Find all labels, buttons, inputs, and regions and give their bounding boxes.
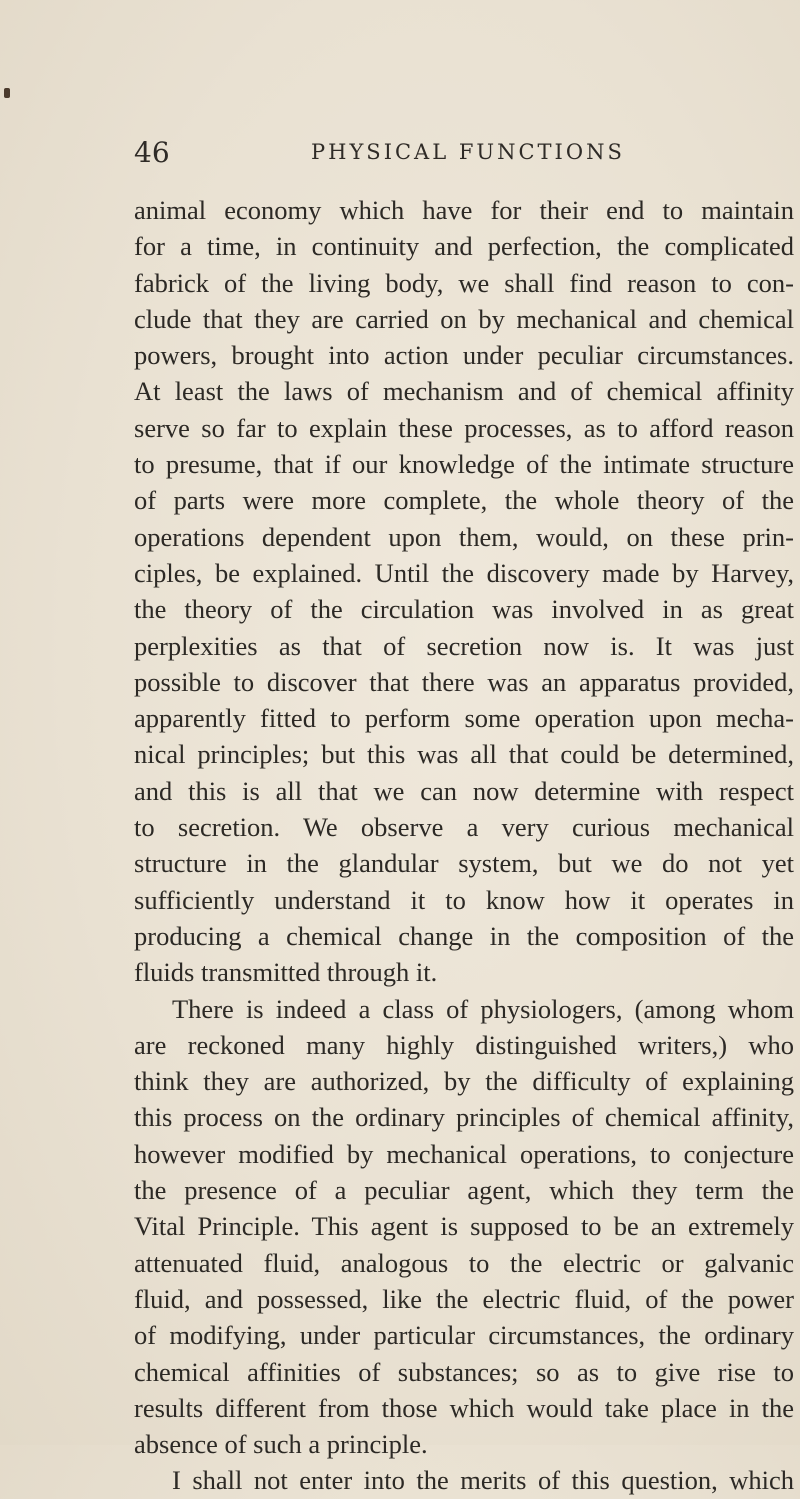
paragraph-start-line: I shall not enter into the merits of this question, which bbox=[172, 1465, 794, 1496]
body-text bbox=[134, 192, 794, 1499]
text-line: At least the laws of mechanism and of chemical affinity bbox=[134, 376, 794, 407]
text-line: however modified by mechanical operations, to conjecture bbox=[134, 1138, 794, 1169]
margin-mark bbox=[4, 88, 10, 98]
text-line: fluid, and possessed, like the electric fluid, of the power bbox=[134, 1283, 794, 1314]
text-line: powers, brought into action under peculiar circumstances. bbox=[134, 340, 794, 371]
text-line: fabrick of the living body, we shall find reason to con- bbox=[134, 267, 794, 298]
text-line: chemical affinities of substances; so as to give rise to bbox=[134, 1356, 794, 1387]
text-line: attenuated fluid, analogous to the electric or galvanic bbox=[134, 1247, 794, 1278]
text-line: for a time, in continuity and perfection, the complicated bbox=[134, 231, 794, 262]
running-head bbox=[134, 136, 794, 176]
text-line: think they are authorized, by the difficulty of explaining bbox=[134, 1066, 794, 1097]
text-line: clude that they are carried on by mechanical and chemical bbox=[134, 303, 794, 334]
paragraph-end-line: fluids transmitted through it. bbox=[134, 957, 438, 988]
text-line: serve so far to explain these processes, as to afford reason bbox=[134, 412, 794, 443]
text-line: possible to discover that there was an apparatus provided, bbox=[134, 666, 794, 697]
text-line: of modifying, under particular circumstances, the ordinary bbox=[134, 1320, 794, 1351]
text-line: this process on the ordinary principles of chemical affinity, bbox=[134, 1102, 794, 1133]
page-number: 46 bbox=[134, 136, 170, 169]
text-line: the theory of the circulation was involved in as great bbox=[134, 594, 794, 625]
text-line: are reckoned many highly distinguished writers,) who bbox=[134, 1029, 794, 1060]
running-title: PHYSICAL FUNCTIONS bbox=[311, 140, 625, 164]
text-line: to secretion. We observe a very curious mechanical bbox=[134, 812, 794, 843]
text-line: results different from those which would take place in the bbox=[134, 1392, 794, 1423]
text-line: to presume, that if our knowledge of the intimate structure bbox=[134, 449, 794, 480]
text-line: operations dependent upon them, would, on these prin- bbox=[134, 521, 794, 552]
text-line: structure in the glandular system, but we do not yet bbox=[134, 848, 794, 879]
text-line: the presence of a peculiar agent, which they term the bbox=[134, 1175, 794, 1206]
text-line: Vital Principle. This agent is supposed to be an extremely bbox=[134, 1211, 794, 1242]
text-line: sufficiently understand it to know how it operates in bbox=[134, 884, 794, 915]
text-line: producing a chemical change in the composition of the bbox=[134, 920, 794, 951]
text-line: nical principles; but this was all that could be determined, bbox=[134, 739, 794, 770]
text-line: animal economy which have for their end to maintain bbox=[134, 195, 794, 225]
text-line: perplexities as that of secretion now is. It was just bbox=[134, 630, 794, 661]
text-line: ciples, be explained. Until the discovery made by Harvey, bbox=[134, 557, 794, 588]
paragraph-end-line: absence of such a principle. bbox=[134, 1429, 428, 1460]
paragraph-start-line: There is indeed a class of physiologers, (among whom bbox=[172, 993, 794, 1024]
text-line: of parts were more complete, the whole theory of the bbox=[134, 485, 794, 516]
text-line: apparently fitted to perform some operation upon mecha- bbox=[134, 703, 794, 734]
text-line: and this is all that we can now determine with respect bbox=[134, 775, 794, 806]
